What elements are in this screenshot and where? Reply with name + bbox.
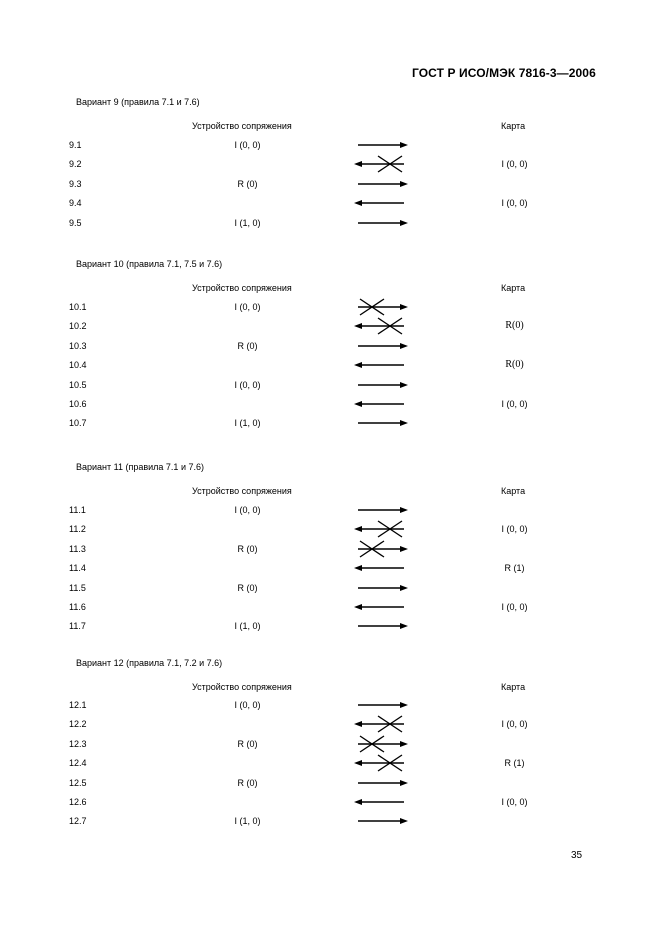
arrow-right-icon xyxy=(352,412,414,434)
card-block: I (0, 0) xyxy=(501,399,528,409)
arrow-left-icon xyxy=(352,752,414,774)
step-number: 12.1 xyxy=(69,700,87,710)
card-block: I (0, 0) xyxy=(501,524,528,534)
arrowhead xyxy=(400,382,408,388)
step-number: 11.1 xyxy=(69,505,86,515)
device-block: R (0) xyxy=(237,739,258,749)
device-block: I (0, 0) xyxy=(234,700,261,710)
step-number: 10.2 xyxy=(69,321,87,331)
arrowhead xyxy=(400,818,408,824)
arrowhead xyxy=(400,546,408,552)
arrow-right-icon xyxy=(352,212,414,234)
step-number: 9.5 xyxy=(69,218,82,228)
column-header-device: Устройство сопряжения xyxy=(192,283,292,293)
column-header-card: Карта xyxy=(501,682,526,692)
arrow-left-icon xyxy=(352,713,414,735)
arrow-left-icon xyxy=(352,557,414,579)
step-number: 12.5 xyxy=(69,778,87,788)
card-block: R (1) xyxy=(504,758,525,768)
step-number: 9.3 xyxy=(69,179,82,189)
column-header-card: Карта xyxy=(501,121,526,131)
arrowhead xyxy=(400,181,408,187)
column-header-device: Устройство сопряжения xyxy=(192,486,292,496)
device-block: I (1, 0) xyxy=(234,816,261,826)
column-header-device: Устройство сопряжения xyxy=(192,682,292,692)
arrowhead xyxy=(354,323,362,329)
step-number: 12.4 xyxy=(69,758,87,768)
step-number: 11.7 xyxy=(69,621,86,631)
device-block: I (0, 0) xyxy=(234,380,261,390)
card-block: I (0, 0) xyxy=(501,159,528,169)
arrow-left-icon xyxy=(352,518,414,540)
device-block: I (1, 0) xyxy=(234,218,261,228)
variant-title: Вариант 12 (правила 7.1, 7.2 и 7.6) xyxy=(76,658,223,668)
column-header-card: Карта xyxy=(501,283,526,293)
step-number: 9.1 xyxy=(69,140,82,150)
step-number: 11.5 xyxy=(69,583,86,593)
arrowhead xyxy=(354,604,362,610)
step-number: 10.7 xyxy=(69,418,87,428)
arrow-right-icon xyxy=(352,810,414,832)
device-block: I (0, 0) xyxy=(234,140,261,150)
card-block: R(0) xyxy=(505,359,524,370)
device-block: R (0) xyxy=(237,583,258,593)
arrowhead xyxy=(400,585,408,591)
arrowhead xyxy=(354,565,362,571)
arrowhead xyxy=(354,161,362,167)
step-number: 11.3 xyxy=(69,544,86,554)
step-number: 12.6 xyxy=(69,797,87,807)
arrowhead xyxy=(400,507,408,513)
column-header-card: Карта xyxy=(501,486,526,496)
arrowhead xyxy=(400,780,408,786)
arrowhead xyxy=(354,362,362,368)
card-block: I (0, 0) xyxy=(501,602,528,612)
arrowhead xyxy=(400,420,408,426)
device-block: R (0) xyxy=(237,341,258,351)
arrowhead xyxy=(354,200,362,206)
step-number: 10.5 xyxy=(69,380,87,390)
variant-title: Вариант 10 (правила 7.1, 7.5 и 7.6) xyxy=(76,259,223,269)
arrowhead xyxy=(400,304,408,310)
step-number: 12.3 xyxy=(69,739,87,749)
step-number: 10.3 xyxy=(69,341,87,351)
device-block: R (0) xyxy=(237,778,258,788)
card-block: R (1) xyxy=(504,563,525,573)
variant-title: Вариант 9 (правила 7.1 и 7.6) xyxy=(76,97,200,107)
device-block: R (0) xyxy=(237,544,258,554)
arrowhead xyxy=(354,721,362,727)
step-number: 10.4 xyxy=(69,360,87,370)
step-number: 9.4 xyxy=(69,198,82,208)
card-block: R(0) xyxy=(505,320,524,331)
arrowhead xyxy=(354,799,362,805)
arrowhead xyxy=(400,343,408,349)
arrowhead xyxy=(400,741,408,747)
arrowhead xyxy=(354,526,362,532)
card-block: I (0, 0) xyxy=(501,797,528,807)
card-block: I (0, 0) xyxy=(501,719,528,729)
page-number: 35 xyxy=(571,850,583,861)
device-block: I (0, 0) xyxy=(234,302,261,312)
arrowhead xyxy=(354,760,362,766)
arrowhead xyxy=(354,401,362,407)
arrow-left-icon xyxy=(352,354,414,376)
arrowhead xyxy=(400,702,408,708)
standard-header: ГОСТ Р ИСО/МЭК 7816-3—2006 xyxy=(412,66,596,80)
device-block: I (0, 0) xyxy=(234,505,261,515)
step-number: 11.6 xyxy=(69,602,86,612)
step-number: 10.1 xyxy=(69,302,87,312)
device-block: I (1, 0) xyxy=(234,621,261,631)
arrow-left-icon xyxy=(352,315,414,337)
arrowhead xyxy=(400,220,408,226)
arrow-right-icon xyxy=(352,615,414,637)
device-block: R (0) xyxy=(237,179,258,189)
arrow-left-icon xyxy=(352,153,414,175)
arrowhead xyxy=(400,142,408,148)
step-number: 9.2 xyxy=(69,159,82,169)
step-number: 12.7 xyxy=(69,816,87,826)
arrow-left-icon xyxy=(352,192,414,214)
step-number: 11.4 xyxy=(69,563,86,573)
step-number: 12.2 xyxy=(69,719,87,729)
step-number: 10.6 xyxy=(69,399,87,409)
variant-title: Вариант 11 (правила 7.1 и 7.6) xyxy=(76,462,204,472)
column-header-device: Устройство сопряжения xyxy=(192,121,292,131)
device-block: I (1, 0) xyxy=(234,418,261,428)
arrowhead xyxy=(400,623,408,629)
card-block: I (0, 0) xyxy=(501,198,528,208)
step-number: 11.2 xyxy=(69,524,86,534)
